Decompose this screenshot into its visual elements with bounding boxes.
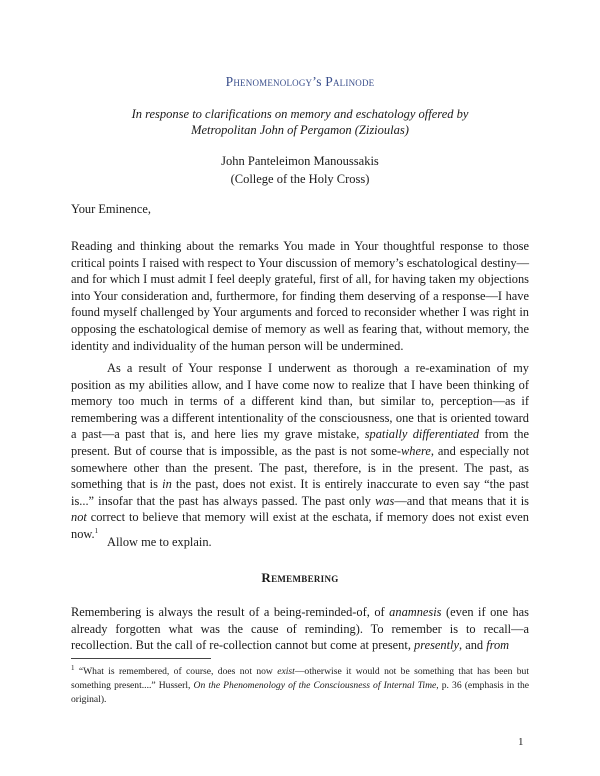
subtitle-line-2: Metropolitan John of Pergamon (Zizioulas) xyxy=(191,123,409,137)
footnote: $^1$ “What is remembered, of course, does not now exist—otherwise it would not be something that has been but something present....” Husserl, On the Phenomenology of the Consciousness of Internal Time, p. 36 (emphasis in the original). xyxy=(71,663,530,705)
salutation: Your Eminence, xyxy=(71,202,151,216)
title-initial-2: P xyxy=(325,74,333,89)
footnote-reference[interactable]: 1 xyxy=(94,526,99,535)
title-apostrophe: ’s xyxy=(312,74,326,89)
page-number: 1 xyxy=(518,736,524,748)
author-block xyxy=(0,152,600,188)
document-title xyxy=(0,74,600,90)
subtitle-line-1: In response to clarifications on memory and eschatology offered by xyxy=(131,107,469,121)
title-initial: P xyxy=(225,74,234,89)
paragraph-3: Allow me to explain. xyxy=(107,535,212,549)
footnote-mark: 1 xyxy=(71,663,75,672)
title-word-2: alinode xyxy=(332,74,375,89)
paragraph-1: Reading and thinking about the remarks You made in Your thoughtful response to those critical points I raised with respect to Your discussion of memory’s eschatological destiny—and for which I must admit I feel deeply grateful, first of all, for having taken my objections into Your consideration and, furthermore, for finding them deserving of a response—I have found myself challenged by Your arguments and forced to reconsider whether I was right in opposing the eschatological demise of memory as well as fearing that, without memory, the identity and individuality of the human person will be undermined. xyxy=(71,239,529,353)
author-name: John Panteleimon Manoussakis xyxy=(221,154,379,168)
title-word-1: henomenology xyxy=(233,74,313,89)
section-heading: Remembering xyxy=(261,570,339,585)
author-affiliation: (College of the Holy Cross) xyxy=(230,172,370,186)
paragraph-4: Remembering is always the result of a being-reminded-of, of anamnesis (even if one has already forgotten what was the cause of reminding). To remember is to recall—a recollection. But the call of re-collection cannot but come at present, presently, and from xyxy=(71,605,529,653)
footnote-divider xyxy=(71,658,211,659)
subtitle xyxy=(60,106,540,138)
paragraph-2: As a result of Your response I underwent as thorough a re-examination of my position as my abilities allow, and I have come now to realize that I have been thinking of memory too much in terms of a different kind than, but similar to, perception—as if remembering was a different intentionality of the consciousness, one that is oriented toward a past—a past that is, and here lies my grave mistake, spatially differentiated from the present. But of course that is impossible, as the past is not some-where, and especially not somewhere other than the present. The past, therefore, is in the present. The past, as something that is in the past, does not exist. It is entirely inaccurate to even say “the past is...” insofar that the past has always passed. The past only was—and that means that it is not correct to believe that memory will exist at the eschata, if memory does not exist even now.$^1$ xyxy=(71,361,530,541)
